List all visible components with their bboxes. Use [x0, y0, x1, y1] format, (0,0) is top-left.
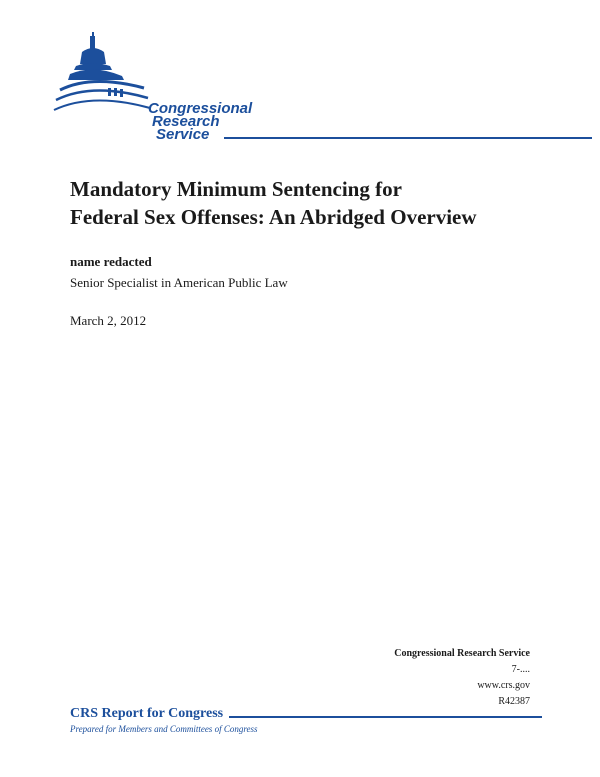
- logo-line-2: Research: [152, 113, 220, 130]
- footer-subtitle: Prepared for Members and Committees of Congress: [70, 724, 258, 734]
- footer-title: CRS Report for Congress: [70, 706, 224, 721]
- crs-website: www.crs.gov: [477, 680, 530, 691]
- crs-phone: 7-....: [511, 664, 530, 675]
- footer-divider: [229, 716, 542, 718]
- report-title: [70, 175, 477, 231]
- crs-logo: [52, 30, 542, 150]
- logo-divider: [224, 137, 592, 139]
- crs-name: Congressional Research Service: [394, 648, 530, 659]
- report-date: March 2, 2012: [70, 313, 147, 328]
- crs-info-block: [394, 646, 530, 710]
- author-name: name redacted: [70, 254, 152, 269]
- logo-line-3: Service: [156, 126, 210, 143]
- capitol-dome-icon: [52, 30, 162, 120]
- logo-line-1: Congressional: [148, 100, 253, 117]
- author-role: Senior Specialist in American Public Law: [70, 275, 288, 290]
- report-number: R42387: [498, 696, 530, 707]
- title-line-1: Mandatory Minimum Sentencing for: [70, 177, 402, 201]
- title-line-2: Federal Sex Offenses: An Abridged Overview: [70, 205, 477, 229]
- logo-text: [148, 102, 252, 141]
